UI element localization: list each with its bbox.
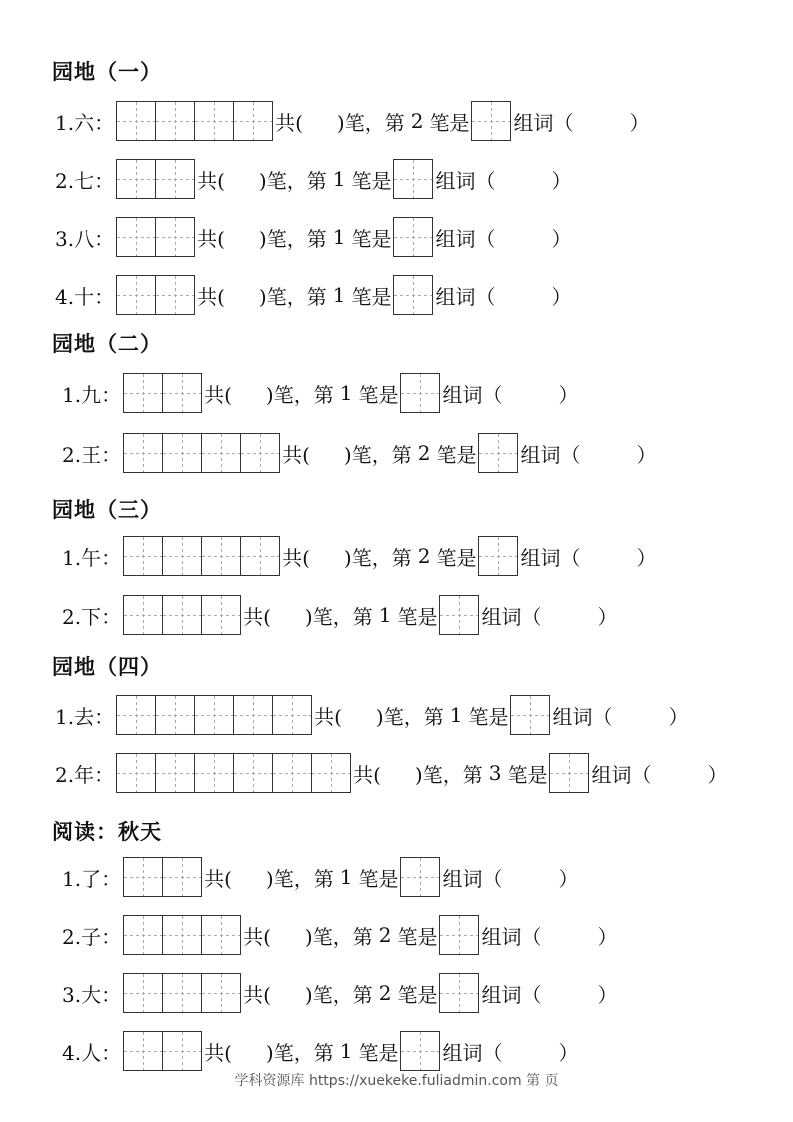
word-label: 组词（: [552, 704, 613, 729]
strokes-label: )笔，第: [265, 382, 334, 407]
writing-cell[interactable]: [123, 595, 163, 635]
stroke-order-grid[interactable]: [123, 535, 280, 577]
writing-cell[interactable]: [123, 857, 163, 897]
stroke-index: 2: [378, 981, 392, 1005]
writing-cell[interactable]: [439, 595, 479, 635]
stroke-is-label: 笔是: [358, 866, 399, 891]
writing-cell[interactable]: [123, 536, 163, 576]
strokes-label: )笔，第: [414, 762, 483, 787]
writing-cell[interactable]: [471, 101, 511, 141]
word-label: 组词（: [442, 866, 503, 891]
stroke-is-label: 笔是: [429, 110, 470, 135]
exercise-row: [62, 1030, 578, 1072]
writing-cell[interactable]: [162, 973, 202, 1013]
stroke-order-grid[interactable]: [123, 594, 241, 636]
word-label: 组词（: [481, 924, 542, 949]
stroke-is-label: 笔是: [436, 545, 477, 570]
strokes-label: )笔，第: [336, 110, 405, 135]
stroke-index: 1: [332, 167, 346, 191]
word-label: 组词（: [520, 545, 581, 570]
item-number: 3.大：: [62, 982, 122, 1007]
stroke-answer-box[interactable]: [478, 535, 518, 577]
item-number: 1.了：: [62, 866, 122, 891]
stroke-is-label: 笔是: [507, 762, 548, 787]
close-paren: ）: [558, 1040, 579, 1065]
stroke-answer-box[interactable]: [471, 100, 511, 142]
stroke-order-grid[interactable]: [116, 216, 195, 258]
writing-cell[interactable]: [162, 373, 202, 413]
writing-cell[interactable]: [155, 159, 195, 199]
writing-cell[interactable]: [123, 433, 163, 473]
stroke-answer-box[interactable]: [393, 216, 433, 258]
section-title-2: 园地（二）: [52, 332, 162, 356]
exercise-row: [55, 158, 571, 200]
total-label: 共(: [243, 924, 271, 949]
stroke-answer-box[interactable]: [393, 274, 433, 316]
close-paren: ）: [668, 704, 689, 729]
total-label: 共(: [282, 442, 310, 467]
total-label: 共(: [243, 982, 271, 1007]
stroke-answer-box[interactable]: [400, 856, 440, 898]
writing-cell[interactable]: [272, 753, 312, 793]
writing-cell[interactable]: [240, 433, 280, 473]
writing-cell[interactable]: [155, 695, 195, 735]
total-label: 共(: [197, 284, 225, 309]
stroke-index: 1: [339, 1039, 353, 1063]
writing-cell[interactable]: [478, 536, 518, 576]
writing-cell[interactable]: [162, 595, 202, 635]
stroke-is-label: 笔是: [468, 704, 509, 729]
item-number: 2.王：: [62, 442, 122, 467]
item-number: 1.九：: [62, 382, 122, 407]
word-label: 组词（: [435, 226, 496, 251]
stroke-is-label: 笔是: [351, 284, 392, 309]
exercise-row: [62, 535, 656, 577]
close-paren: ）: [558, 382, 579, 407]
writing-cell[interactable]: [155, 753, 195, 793]
writing-cell[interactable]: [162, 536, 202, 576]
stroke-is-label: 笔是: [358, 382, 399, 407]
writing-cell[interactable]: [155, 101, 195, 141]
writing-cell[interactable]: [393, 275, 433, 315]
writing-cell[interactable]: [201, 595, 241, 635]
stroke-index: 1: [332, 225, 346, 249]
close-paren: ）: [551, 226, 572, 251]
writing-cell[interactable]: [272, 695, 312, 735]
writing-cell[interactable]: [233, 101, 273, 141]
strokes-label: )笔，第: [258, 284, 327, 309]
stroke-is-label: 笔是: [358, 1040, 399, 1065]
strokes-label: )笔，第: [258, 168, 327, 193]
exercise-row: [55, 274, 571, 316]
total-label: 共(: [282, 545, 310, 570]
stroke-index: 1: [449, 703, 463, 727]
exercise-row: [55, 100, 649, 142]
close-paren: ）: [597, 924, 618, 949]
total-label: 共(: [204, 1040, 232, 1065]
item-number: 2.七：: [55, 168, 115, 193]
stroke-order-grid[interactable]: [123, 914, 241, 956]
writing-cell[interactable]: [162, 915, 202, 955]
stroke-order-grid[interactable]: [116, 274, 195, 316]
item-number: 3.八：: [55, 226, 115, 251]
writing-cell[interactable]: [123, 373, 163, 413]
word-label: 组词（: [435, 168, 496, 193]
strokes-label: )笔，第: [265, 866, 334, 891]
writing-cell[interactable]: [201, 536, 241, 576]
item-number: 2.子：: [62, 924, 122, 949]
section-title-1: 园地（一）: [52, 60, 162, 84]
item-number: 1.午：: [62, 545, 122, 570]
writing-cell[interactable]: [233, 695, 273, 735]
stroke-index: 2: [417, 544, 431, 568]
stroke-answer-box[interactable]: [478, 432, 518, 474]
writing-cell[interactable]: [194, 101, 234, 141]
writing-cell[interactable]: [162, 857, 202, 897]
item-number: 4.十：: [55, 284, 115, 309]
item-number: 4.人：: [62, 1040, 122, 1065]
stroke-is-label: 笔是: [397, 604, 438, 629]
strokes-label: )笔，第: [265, 1040, 334, 1065]
close-paren: ）: [707, 762, 728, 787]
writing-cell[interactable]: [123, 973, 163, 1013]
strokes-label: )笔，第: [375, 704, 444, 729]
stroke-index: 1: [339, 381, 353, 405]
strokes-label: )笔，第: [304, 604, 373, 629]
total-label: 共(: [243, 604, 271, 629]
writing-cell[interactable]: [116, 695, 156, 735]
writing-cell[interactable]: [162, 1031, 202, 1071]
writing-cell[interactable]: [123, 915, 163, 955]
stroke-is-label: 笔是: [436, 442, 477, 467]
item-number: 2.年：: [55, 762, 115, 787]
stroke-order-grid[interactable]: [123, 432, 280, 474]
writing-cell[interactable]: [201, 915, 241, 955]
writing-cell[interactable]: [400, 1031, 440, 1071]
word-label: 组词（: [435, 284, 496, 309]
stroke-index: 2: [417, 441, 431, 465]
exercise-row: [62, 972, 617, 1014]
stroke-order-grid[interactable]: [116, 694, 312, 736]
total-label: 共(: [197, 226, 225, 251]
word-label: 组词（: [442, 382, 503, 407]
stroke-is-label: 笔是: [351, 226, 392, 251]
writing-cell[interactable]: [393, 159, 433, 199]
stroke-answer-box[interactable]: [400, 1030, 440, 1072]
stroke-order-grid[interactable]: [116, 752, 351, 794]
writing-cell[interactable]: [201, 973, 241, 1013]
stroke-answer-box[interactable]: [439, 914, 479, 956]
close-paren: ）: [551, 284, 572, 309]
word-label: 组词（: [513, 110, 574, 135]
writing-cell[interactable]: [311, 753, 351, 793]
stroke-index: 3: [488, 761, 502, 785]
stroke-answer-box[interactable]: [400, 372, 440, 414]
total-label: 共(: [275, 110, 303, 135]
writing-cell[interactable]: [162, 433, 202, 473]
close-paren: ）: [636, 545, 657, 570]
word-label: 组词（: [520, 442, 581, 467]
total-label: 共(: [314, 704, 342, 729]
exercise-row: [55, 694, 688, 736]
stroke-order-grid[interactable]: [123, 972, 241, 1014]
writing-cell[interactable]: [439, 915, 479, 955]
close-paren: ）: [636, 442, 657, 467]
total-label: 共(: [197, 168, 225, 193]
exercise-row: [55, 216, 571, 258]
writing-cell[interactable]: [123, 1031, 163, 1071]
stroke-index: 1: [339, 865, 353, 889]
stroke-answer-box[interactable]: [393, 158, 433, 200]
writing-cell[interactable]: [439, 973, 479, 1013]
exercise-row: [62, 594, 617, 636]
writing-cell[interactable]: [400, 857, 440, 897]
writing-cell[interactable]: [510, 695, 550, 735]
total-label: 共(: [353, 762, 381, 787]
page-footer: 学科资源库 https://xuekeke.fuliadmin.com 第 页: [234, 1073, 559, 1089]
writing-cell[interactable]: [233, 753, 273, 793]
stroke-is-label: 笔是: [397, 924, 438, 949]
total-label: 共(: [204, 866, 232, 891]
item-number: 2.下：: [62, 604, 122, 629]
writing-cell[interactable]: [393, 217, 433, 257]
stroke-index: 1: [378, 603, 392, 627]
writing-cell[interactable]: [194, 753, 234, 793]
stroke-order-grid[interactable]: [123, 1030, 202, 1072]
writing-cell[interactable]: [549, 753, 589, 793]
close-paren: ）: [551, 168, 572, 193]
close-paren: ）: [558, 866, 579, 891]
writing-cell[interactable]: [116, 217, 156, 257]
writing-cell[interactable]: [400, 373, 440, 413]
exercise-row: [62, 914, 617, 956]
word-label: 组词（: [442, 1040, 503, 1065]
writing-cell[interactable]: [155, 275, 195, 315]
stroke-index: 1: [332, 283, 346, 307]
strokes-label: )笔，第: [258, 226, 327, 251]
close-paren: ）: [629, 110, 650, 135]
item-number: 1.去：: [55, 704, 115, 729]
item-number: 1.六：: [55, 110, 115, 135]
exercise-row: [55, 752, 727, 794]
total-label: 共(: [204, 382, 232, 407]
strokes-label: )笔，第: [304, 924, 373, 949]
stroke-order-grid[interactable]: [123, 372, 202, 414]
word-label: 组词（: [591, 762, 652, 787]
stroke-order-grid[interactable]: [116, 158, 195, 200]
stroke-answer-box[interactable]: [439, 972, 479, 1014]
writing-cell[interactable]: [201, 433, 241, 473]
word-label: 组词（: [481, 604, 542, 629]
stroke-is-label: 笔是: [351, 168, 392, 193]
writing-cell[interactable]: [194, 695, 234, 735]
writing-cell[interactable]: [116, 159, 156, 199]
stroke-order-grid[interactable]: [123, 856, 202, 898]
writing-cell[interactable]: [116, 275, 156, 315]
word-label: 组词（: [481, 982, 542, 1007]
section-title-3: 园地（三）: [52, 498, 162, 522]
stroke-index: 2: [378, 923, 392, 947]
strokes-label: )笔，第: [343, 442, 412, 467]
section-title-4: 园地（四）: [52, 655, 162, 679]
exercise-row: [62, 432, 656, 474]
writing-cell[interactable]: [240, 536, 280, 576]
stroke-answer-box[interactable]: [439, 594, 479, 636]
writing-cell[interactable]: [155, 217, 195, 257]
writing-cell[interactable]: [116, 753, 156, 793]
writing-cell[interactable]: [116, 101, 156, 141]
stroke-is-label: 笔是: [397, 982, 438, 1007]
stroke-order-grid[interactable]: [116, 100, 273, 142]
close-paren: ）: [597, 982, 618, 1007]
exercise-row: [62, 856, 578, 898]
stroke-answer-box[interactable]: [549, 752, 589, 794]
strokes-label: )笔，第: [304, 982, 373, 1007]
section-title-5: 阅读：秋天: [52, 820, 162, 844]
close-paren: ）: [597, 604, 618, 629]
writing-cell[interactable]: [478, 433, 518, 473]
stroke-index: 2: [410, 109, 424, 133]
stroke-answer-box[interactable]: [510, 694, 550, 736]
strokes-label: )笔，第: [343, 545, 412, 570]
exercise-row: [62, 372, 578, 414]
